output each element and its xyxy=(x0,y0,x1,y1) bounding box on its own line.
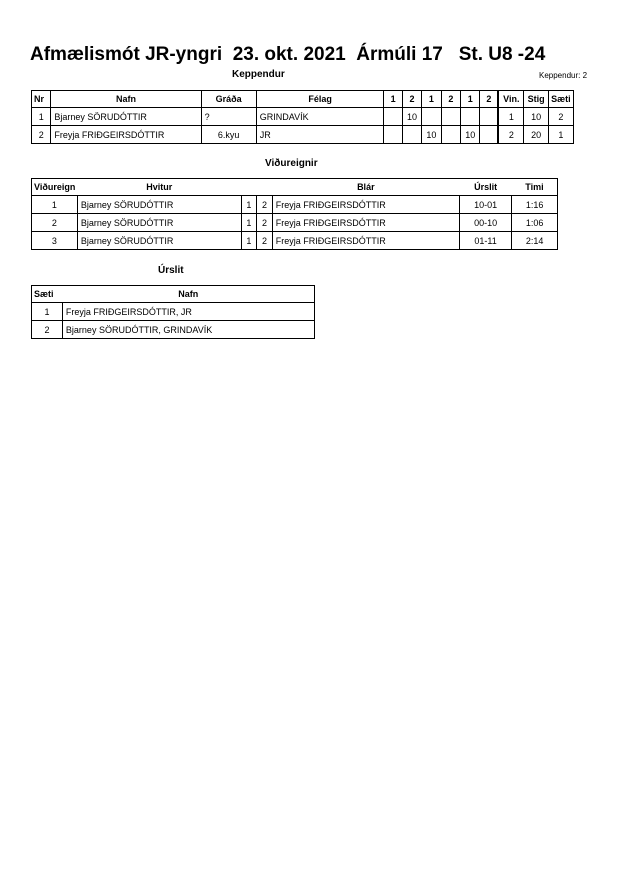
col-round-2: 2 xyxy=(402,91,421,108)
participant-name: Bjarney SÖRUDÓTTIR xyxy=(51,108,201,126)
col-club: Félag xyxy=(256,91,384,108)
round-score xyxy=(384,108,402,126)
col-nr: Nr xyxy=(32,91,51,108)
round-score: 10 xyxy=(422,126,441,144)
round-score: 10 xyxy=(402,108,421,126)
matches-header-row xyxy=(32,179,558,196)
participant-club: GRINDAVÍK xyxy=(256,108,384,126)
participant-nr: 1 xyxy=(32,108,51,126)
col-points: Stig xyxy=(524,91,549,108)
col-name: Nafn xyxy=(51,91,201,108)
match-result: 10-01 xyxy=(459,196,511,214)
match-blue-num: 2 xyxy=(257,232,273,250)
match-time: 2:14 xyxy=(512,232,558,250)
result-place: 2 xyxy=(32,321,63,339)
table-row xyxy=(32,232,558,250)
match-blue: Freyja FRIÐGEIRSDÓTTIR xyxy=(272,214,459,232)
participant-wins: 1 xyxy=(498,108,524,126)
match-blue: Freyja FRIÐGEIRSDÓTTIR xyxy=(272,232,459,250)
table-row xyxy=(32,303,315,321)
participant-place: 1 xyxy=(548,126,573,144)
participant-name: Freyja FRIÐGEIRSDÓTTIR xyxy=(51,126,201,144)
col-place: Sæti xyxy=(32,286,63,303)
round-score xyxy=(441,108,460,126)
match-white: Bjarney SÖRUDÓTTIR xyxy=(77,214,241,232)
match-white-num: 1 xyxy=(241,196,257,214)
participant-grade: ? xyxy=(201,108,256,126)
match-white: Bjarney SÖRUDÓTTIR xyxy=(77,232,241,250)
round-score: 10 xyxy=(461,126,480,144)
col-round-3: 1 xyxy=(422,91,441,108)
table-row xyxy=(32,214,558,232)
col-wins: Vin. xyxy=(498,91,524,108)
match-result: 00-10 xyxy=(459,214,511,232)
participants-table xyxy=(31,90,574,144)
match-white: Bjarney SÖRUDÓTTIR xyxy=(77,196,241,214)
results-header-row xyxy=(32,286,315,303)
results-heading: Úrslit xyxy=(158,265,184,276)
page-title: Afmælismót JR-yngri 23. okt. 2021 Ármúli 17 St. U8 -24 xyxy=(30,44,546,65)
match-blue-num: 2 xyxy=(257,214,273,232)
col-grade: Gráða xyxy=(201,91,256,108)
participant-count: Keppendur: 2 xyxy=(539,71,588,80)
col-match: Viðureign xyxy=(32,179,78,196)
table-row xyxy=(32,108,574,126)
round-score xyxy=(422,108,441,126)
round-score xyxy=(480,108,498,126)
table-row xyxy=(32,126,574,144)
col-blue: Blár xyxy=(272,179,459,196)
match-time: 1:16 xyxy=(512,196,558,214)
round-score xyxy=(461,108,480,126)
match-nr: 2 xyxy=(32,214,78,232)
match-white-num: 1 xyxy=(241,232,257,250)
col-round-5: 1 xyxy=(461,91,480,108)
match-blue-num: 2 xyxy=(257,196,273,214)
participant-points: 20 xyxy=(524,126,549,144)
participants-heading: Keppendur xyxy=(232,69,285,80)
results-table xyxy=(31,285,315,339)
result-name: Bjarney SÖRUDÓTTIR, GRINDAVÍK xyxy=(62,321,314,339)
col-round-4: 2 xyxy=(441,91,460,108)
participant-grade: 6.kyu xyxy=(201,126,256,144)
round-score xyxy=(402,126,421,144)
col-name: Nafn xyxy=(62,286,314,303)
participant-nr: 2 xyxy=(32,126,51,144)
round-score xyxy=(441,126,460,144)
match-nr: 3 xyxy=(32,232,78,250)
participants-header-row xyxy=(32,91,574,108)
participant-club: JR xyxy=(256,126,384,144)
table-row xyxy=(32,196,558,214)
matches-heading: Viðureignir xyxy=(265,158,318,169)
col-result: Úrslit xyxy=(459,179,511,196)
participant-place: 2 xyxy=(548,108,573,126)
participant-wins: 2 xyxy=(498,126,524,144)
match-nr: 1 xyxy=(32,196,78,214)
match-white-num: 1 xyxy=(241,214,257,232)
match-blue: Freyja FRIÐGEIRSDÓTTIR xyxy=(272,196,459,214)
table-row xyxy=(32,321,315,339)
col-round-6: 2 xyxy=(480,91,498,108)
round-score xyxy=(384,126,402,144)
participant-points: 10 xyxy=(524,108,549,126)
round-score xyxy=(480,126,498,144)
matches-table xyxy=(31,178,558,250)
match-time: 1:06 xyxy=(512,214,558,232)
result-name: Freyja FRIÐGEIRSDÓTTIR, JR xyxy=(62,303,314,321)
col-time: Timi xyxy=(512,179,558,196)
col-white: Hvitur xyxy=(77,179,241,196)
col-round-1: 1 xyxy=(384,91,402,108)
result-place: 1 xyxy=(32,303,63,321)
col-place: Sæti xyxy=(548,91,573,108)
match-result: 01-11 xyxy=(459,232,511,250)
